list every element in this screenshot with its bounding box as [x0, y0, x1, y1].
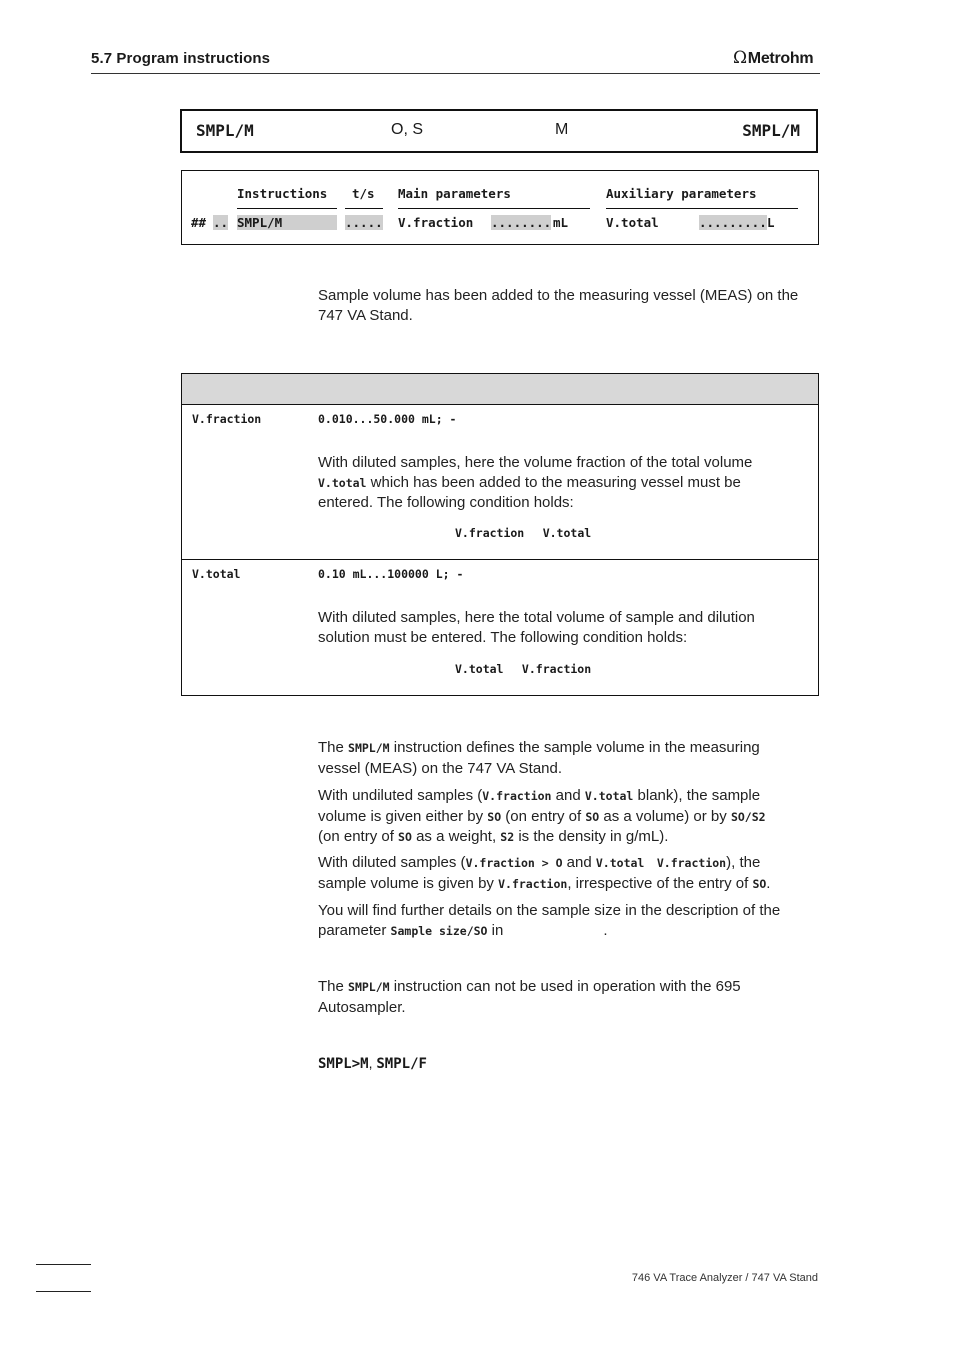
condition-vtotal: V.total V.fraction — [455, 662, 592, 676]
header-main-parameters: Main parameters — [398, 186, 511, 201]
footer-rule-top — [36, 1264, 91, 1265]
parameter-table-header — [182, 374, 818, 405]
see-also: SMPL>M, SMPL/F — [318, 1055, 427, 1072]
instruction-field: SMPL/M — [237, 215, 337, 230]
parameter-table — [181, 373, 819, 696]
title-instruction-left: SMPL/M — [196, 121, 254, 140]
condition-vfraction: V.fraction V.total — [455, 526, 592, 540]
param-range-vfraction: 0.010...50.000 mL; - — [318, 412, 457, 426]
aux-param-name: V.total — [606, 215, 659, 230]
param-name-vfraction: V.fraction — [192, 412, 262, 426]
intro-paragraph: Sample volume has been added to the measuring vessel (MEAS) on the 747 VA Stand. — [318, 287, 799, 324]
footer-title: 746 VA Trace Analyzer / 747 VA Stand — [631, 1272, 818, 1284]
see-also-link-smpl-m: SMPL>M — [318, 1056, 369, 1072]
line-dots: .. — [213, 215, 229, 230]
instruction-title-box — [180, 109, 818, 153]
note-paragraph: The SMPL/M instruction can not be used in operation with the 695 Autosampler. — [318, 978, 741, 1016]
section-header: 5.7 Program instructions — [91, 50, 271, 67]
program-line-box — [181, 170, 819, 245]
aux-param-unit: L — [767, 215, 775, 230]
param-desc-vtotal: With diluted samples, here the total volume of sample and dilution solution must be entered. The following condition holds: — [318, 609, 755, 646]
header-instructions: Instructions — [237, 186, 328, 201]
line-number: ## — [191, 215, 207, 230]
header-underline — [237, 208, 337, 209]
title-mode-os: O, S — [391, 121, 424, 138]
header-underline — [606, 208, 798, 209]
main-param-value: ........ — [491, 215, 552, 230]
omega-logo-icon: Ω — [733, 48, 747, 68]
ts-field: ..... — [345, 215, 383, 230]
title-mode-m: M — [555, 121, 569, 138]
param-desc-vfraction: With diluted samples, here the volume fraction of the total volume V.total which has been added to the measuring vessel must be entered. The following condition holds: — [318, 454, 753, 511]
main-param-unit: mL — [553, 215, 569, 230]
description-p2: With undiluted samples (V.fraction and V.total blank), the sample volume is given either by SO (on entry of SO as a volume) or by SO/S2 (on entry of SO as a weight, S2 is the density in g/mL). — [318, 787, 766, 845]
description-p4: You will find further details on the sample size in the description of the parameter Sample size/SO in . — [318, 902, 781, 939]
metrohm-logo — [733, 48, 813, 68]
footer-rule-bottom — [36, 1291, 91, 1292]
description-p1: The SMPL/M instruction defines the sample volume in the measuring vessel (MEAS) on the 747 VA Stand. — [318, 739, 760, 777]
header-divider — [91, 73, 820, 74]
header-underline — [345, 208, 383, 209]
main-param-name: V.fraction — [398, 215, 474, 230]
title-instruction-right: SMPL/M — [742, 121, 800, 140]
header-ts: t/s — [352, 186, 375, 201]
param-range-vtotal: 0.10 mL...100000 L; - — [318, 567, 464, 581]
description-p3: With diluted samples (V.fraction > O and V.total V.fraction), the sample volume is given by V.fraction, irrespective of the entry of SO. — [318, 854, 771, 892]
logo-text: Metrohm — [747, 50, 814, 67]
param-name-vtotal: V.total — [192, 567, 241, 581]
header-auxiliary-parameters: Auxiliary parameters — [606, 186, 757, 201]
aux-param-value: ......... — [699, 215, 767, 230]
header-underline — [398, 208, 590, 209]
see-also-link-smpl-f: SMPL/F — [376, 1056, 427, 1072]
parameter-separator — [182, 559, 818, 560]
